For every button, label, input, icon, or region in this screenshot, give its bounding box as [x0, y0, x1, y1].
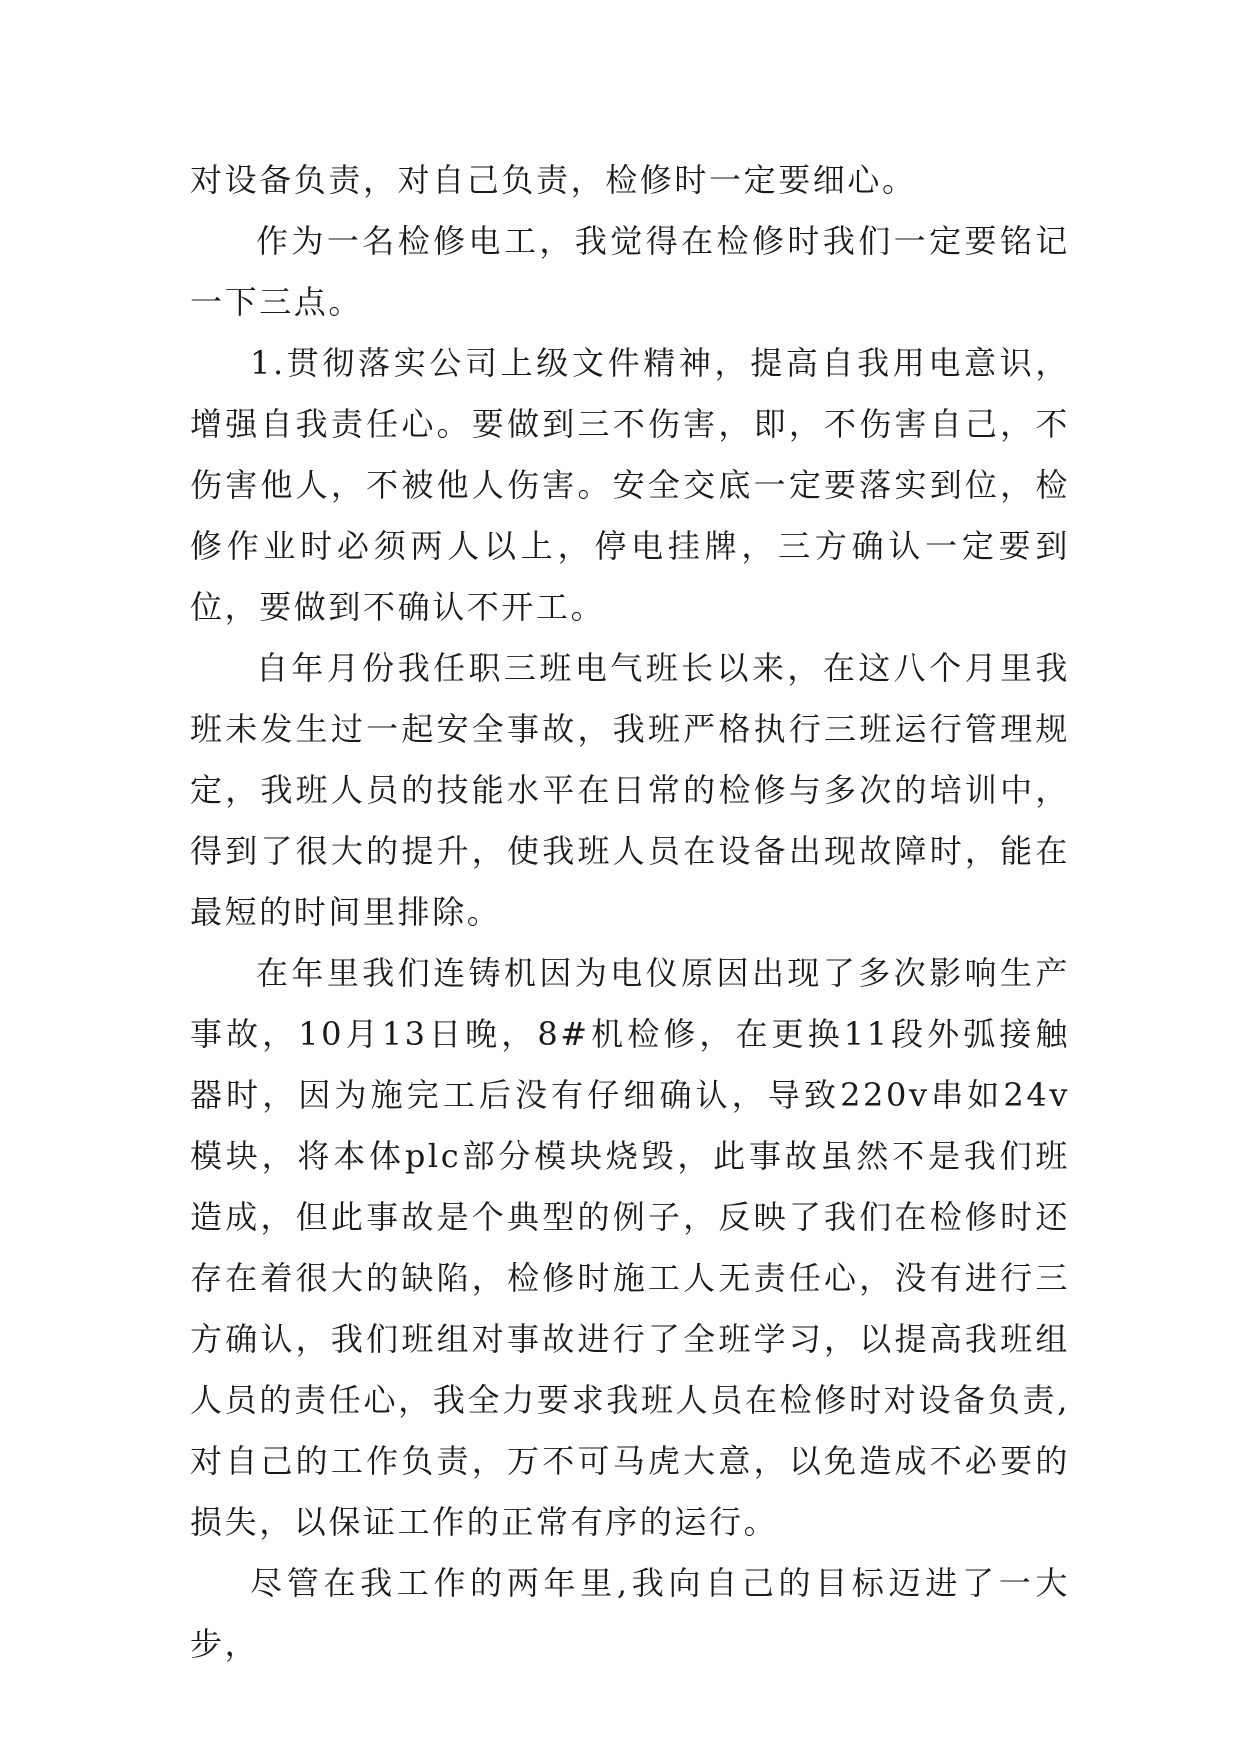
paragraph-5: 在年里我们连铸机因为电仪原因出现了多次影响生产事故，10月13日晚，8#机检修，在更换11段外弧接触器时，因为施完工后没有仔细确认，导致220v串如24v模块，将本体plc部分模块烧毁，此事故虽然不是我们班造成，但此事故是个典型的例子，反映了我们在检修时还存在着很大的缺陷，检修时施工人无责任心，没有进行三方确认，我们班组对事故进行了全班学习，以提高我班组人员的责任心，我全力要求我班人员在检修时对设备负责,对自己的工作负责，万不可马虎大意，以免造成不必要的损失，以保证工作的正常有序的运行。	[190, 954, 1070, 1541]
paragraph-2: 作为一名检修电工，我觉得在检修时我们一定要铭记一下三点。	[190, 222, 1070, 321]
document-body	[190, 150, 1070, 1675]
paragraph-4: 自年月份我任职三班电气班长以来，在这八个月里我班未发生过一起安全事故，我班严格执行三班运行管理规定，我班人员的技能水平在日常的检修与多次的培训中，得到了很大的提升，使我班人员在设备出现故障时，能在最短的时间里排除。	[190, 649, 1070, 931]
paragraph-3: 1.贯彻落实公司上级文件精神，提高自我用电意识，增强自我责任心。要做到三不伤害，即，不伤害自己，不伤害他人，不被他人伤害。安全交底一定要落实到位，检修作业时必须两人以上，停电挂牌，三方确认一定要到位，要做到不确认不开工。	[190, 344, 1070, 626]
paragraph-6: 尽管在我工作的两年里,我向自己的目标迈进了一大步，	[190, 1564, 1070, 1663]
paragraph-1: 对设备负责，对自己负责，检修时一定要细心。	[190, 161, 917, 199]
